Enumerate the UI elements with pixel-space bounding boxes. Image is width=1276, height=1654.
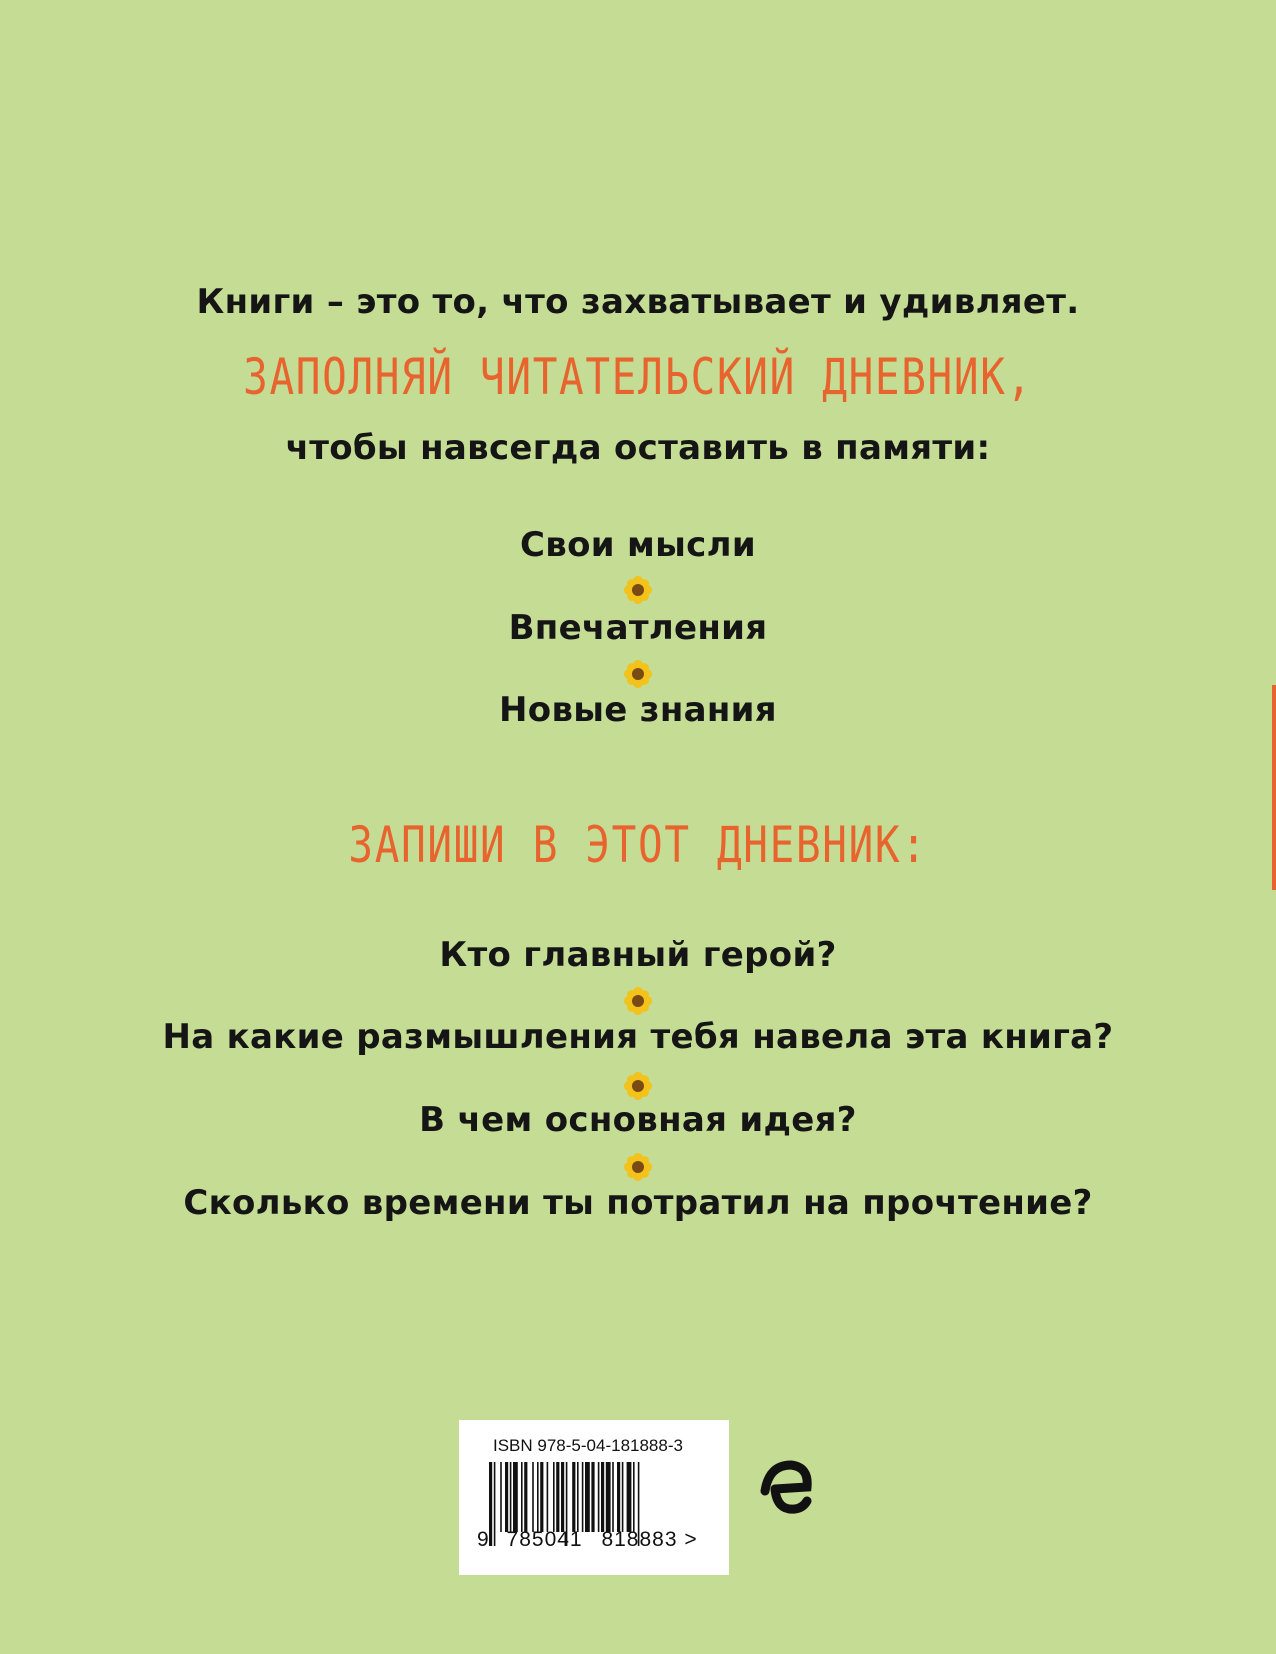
barcode-bar [556,1462,559,1532]
memory-item: Свои мысли [520,525,756,565]
barcode-bar [537,1462,539,1532]
barcode-bar [601,1462,604,1532]
barcode-bar [598,1462,600,1532]
barcode-bar [622,1462,624,1532]
barcode-bar [606,1462,611,1532]
barcode-bar [540,1462,543,1532]
memory-item: Впечатления [508,608,768,648]
barcode-bar [505,1462,508,1532]
write-diary-heading: ЗАПИШИ В ЭТОТ ДНЕВНИК: [348,816,928,874]
sunflower-icon [623,575,653,605]
question-item: На какие размышления тебя навела эта книга? [162,1017,1114,1057]
barcode-lead-digit: 9 [477,1528,490,1551]
barcode-bar [547,1462,549,1532]
edge-mark [1272,685,1276,890]
barcode-bar [591,1462,594,1532]
question-item: Кто главный герой? [439,935,837,975]
barcode-bar [553,1462,555,1532]
sunflower-icon [623,986,653,1016]
memory-item: Новые знания [499,690,777,730]
question-item: В чем основная идея? [419,1100,857,1140]
intro-line: Книги – это то, что захватывает и удивляет. [196,282,1080,322]
sunflower-icon [623,659,653,689]
barcode-bar [612,1462,614,1532]
isbn-label: ISBN 978-5-04-181888-3 [493,1436,683,1455]
barcode-digits [477,1528,698,1552]
barcode-end-mark: > [684,1528,698,1551]
barcode-bar [577,1462,579,1532]
eksmo-logo-icon [755,1453,817,1523]
sunflower-icon [623,1152,653,1182]
barcode-bar [627,1462,632,1532]
barcode-bar [572,1462,575,1532]
barcode-bar [532,1462,534,1532]
barcode-bar [524,1462,527,1532]
barcode-bar [510,1462,512,1532]
barcode-bar [617,1462,620,1532]
barcode-group-left: 785041 [506,1528,583,1551]
barcode-bar [633,1462,635,1532]
question-item: Сколько времени ты потратил на прочтение? [183,1183,1093,1223]
barcode-bar [513,1462,518,1532]
barcode-bar [582,1462,584,1532]
fill-diary-heading: ЗАПОЛНЯЙ ЧИТАТЕЛЬСКИЙ ДНЕВНИК, [243,348,1033,406]
barcode-bar [561,1462,564,1532]
barcode-bar [585,1462,590,1532]
barcode-bar [521,1462,523,1532]
barcode-bar [500,1462,502,1532]
isbn-barcode [459,1420,729,1575]
sunflower-icon [623,1071,653,1101]
intro-subline: чтобы навсегда оставить в памяти: [285,428,991,468]
barcode-group-right: 818883 [601,1528,678,1551]
